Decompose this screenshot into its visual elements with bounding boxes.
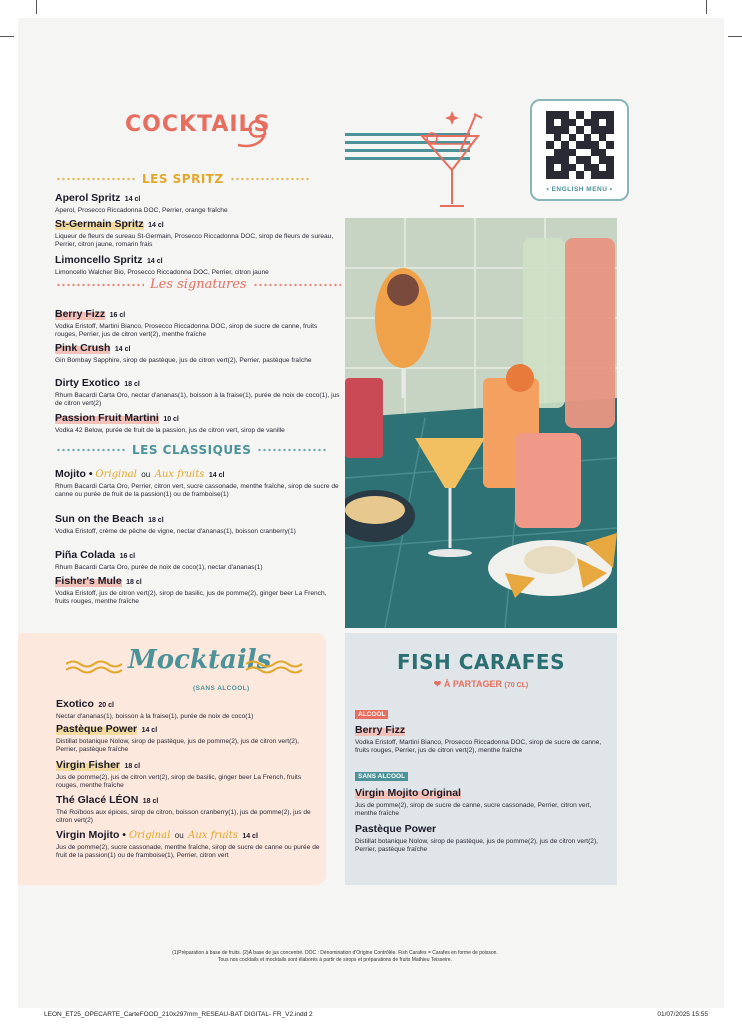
print-file-name: LEON_ET25_OPECARTE_CarteFOOD_210x297mm_RESEAU-BAT DIGITAL- FR_V2.indd 2 [44,1011,313,1018]
menu-item-limoncello-spritz: Limoncello Spritz 14 cl Limoncello Walcher Bio, Prosecco Riccadonna DOC, Perrier, citron jaune [55,254,269,276]
cocktails-photo-illustration [345,218,617,628]
menu-item-dirty-exotico: Dirty Exotico 18 cl Rhum Bacardi Carta Oro, nectar d'ananas(1), boisson à la fraise(1), purée de noix de coco(1), jus de citron vert(2) [55,377,340,408]
carafe-item-virgin-mojito-original: Virgin Mojito Original Jus de pomme(2), sirop de sucre de canne, sucre cassonade, Perrier, citron vert, menthe fraîche [355,787,592,818]
alcool-tag: ALCOOL [355,710,388,719]
title-swash-icon [236,115,272,155]
menu-item-virgin-fisher: Virgin Fisher 18 cl Jus de pomme(2), jus de citron vert(2), sirop de basilic, ginger beer La French, fruits rouges, menthe fraîche [56,759,302,790]
menu-item-pina-colada: Piña Colada 16 cl Rhum Bacardi Carta Oro, purée de noix de coco(1), nectar d'ananas(1) [55,549,263,571]
sans-alcool-tag: SANS ALCOOL [355,772,408,781]
section-signatures: Les signatures [56,277,341,292]
menu-item-st-germain-spritz: St-Germain Spritz 14 cl Liqueur de fleurs de sureau St-Germain, Prosecco Riccadonna DOC, sirop de fleurs de sureau, Perrier, citron jaune, romarin frais [55,218,334,249]
footnote: (1)Préparation à base de fruits. (2)À base de jus concentré. DOC : Dénomination d'Origine Contrôlée. Fish Carafes = Carafes en forme de poisson. Tous nos cocktails et mocktails sont élaborés à partir de sirops et préparations de fruits Mathieu Teisseire. [172,950,498,963]
menu-item-the-glace-leon: Thé Glacé LÉON 18 cl Thé Roïboos aux épices, sirop de citron, boisson cranberry(1), jus de pomme(2), jus de citron vert(2) [56,794,311,825]
mocktails-subtitle: (SANS ALCOOL) [193,685,250,692]
menu-item-pasteque-power: Pastèque Power 14 cl Distillat botanique Nolow, sirop de pastèque, jus de pomme(2), jus de citron vert(2), Perrier, pastèque fraîche [56,723,299,754]
cocktails-photo [345,218,617,628]
section-classiques: LES CLASSIQUES [56,443,327,457]
wave-ornament-left-icon [66,660,124,674]
menu-item-virgin-mojito: Virgin Mojito • Original ou Aux fruits 14 cl Jus de pomme(2), sucre cassonade, menthe fraîche, sirop de sucre de canne ou purée de fruit de la passion(1) ou de framboise(1), Perrier, citron vert [56,829,320,860]
print-date: 01/07/2025 15:55 [657,1011,708,1018]
menu-item-fishers-mule: Fisher's Mule 18 cl Vodka Eristoff, jus de citron vert(2), sirop de basilic, jus de pomme(2), ginger beer La French, fruits rouges, menthe fraîche [55,575,327,606]
mocktails-title: Mocktails [128,645,272,675]
menu-item-exotico: Exotico 20 cl Nectar d'ananas(1), boisson à la fraise(1), purée de noix de coco(1) [56,698,254,720]
menu-item-mojito: Mojito • Original ou Aux fruits 14 cl Rhum Bacardi Carta Oro, Perrier, citron vert, sucre cassonade, menthe fraîche, sirop de sucre de canne ou purée de fruit de la passion(1) ou de framboise(1) [55,468,339,499]
carafe-item-berry-fizz: Berry Fizz Vodka Eristoff, Martini Bianco, Prosecco Riccadonna DOC, sirop de sucre de canne, fruits rouges, Perrier, jus de citron vert(2), menthe fraîche [355,724,602,755]
heart-icon: ❤ [433,679,442,689]
wave-ornament-right-icon [246,660,304,674]
menu-item-aperol-spritz: Aperol Spritz 14 cl Aperol, Prosecco Riccadonna DOC, Perrier, orange fraîche [55,192,228,214]
menu-item-passion-fruit-martini: Passion Fruit Martini 10 cl Vodka 42 Below, purée de fruit de la passion, jus de citron vert, sirop de vanille [55,412,285,434]
cocktail-glass-icon [410,108,490,213]
menu-item-pink-crush: Pink Crush 14 cl Gin Bombay Sapphire, sirop de pastèque, jus de citron vert(2), Perrier, pastèque fraîche [55,342,312,364]
fish-carafes-title: FISH CARAFES [397,650,565,674]
menu-item-sun-on-the-beach: Sun on the Beach 18 cl Vodka Eristoff, crème de pêche de vigne, nectar d'ananas(1), boisson cranberry(1) [55,513,296,535]
fish-carafes-subtitle: ❤ À PARTAGER (70 CL) [433,679,529,689]
english-menu-label: • ENGLISH MENU • [546,186,613,193]
cocktails-title: COCKTAILS [125,112,271,137]
qr-code-icon [546,111,614,179]
qr-code-box[interactable] [530,99,629,201]
carafe-item-pasteque-power: Pastèque Power Distillat botanique Nolow, sirop de pastèque, jus de pomme(2), jus de citron vert(2), Perrier, pastèque fraîche [355,823,598,854]
section-spritz: LES SPRITZ [56,172,310,186]
menu-item-berry-fizz: Berry Fizz 16 cl Vodka Eristoff, Martini Bianco, Prosecco Riccadonna DOC, sirop de sucre de canne, fruits rouges, Perrier, jus de citron vert(2), menthe fraîche [55,308,318,339]
